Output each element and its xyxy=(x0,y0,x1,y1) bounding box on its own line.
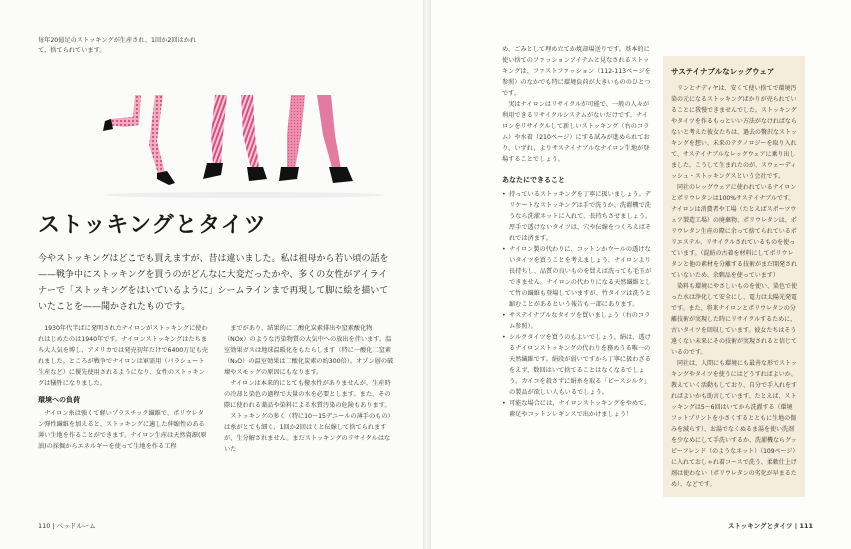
paragraph: 実はナイロンはリサイクルが可能で、一般の人々が利用できるリサイクルシステムがないだけです。ナイロンをリサイクルして新しいストッキング（右のコラム）や水着（210ページ）にする試みが進められており、いずれ、よりサステイナブルなナイロン生地が登場することでしょう。 xyxy=(502,101,650,163)
paragraph: ストッキングの多く（特に10〜15デニールの薄手のもの）は糸がとても細く、1回か2回はくと伝線して捨てられますが、生分解されません。まだストッキングのリサイクルはないた xyxy=(224,413,394,453)
list-item: • ナイロン製の代わりに、コットンかウールの透けないタイツを買うことを考えましょう。ナイロンより長持ちし、品質の良いものを買えば洗っても毛玉ができません。ナイロンの代わりになる天然繊維として竹の繊維も登場していますが、竹タイツは洗うと縮むことがあるという報告も一部にあります。 xyxy=(502,244,652,310)
stockings-photo xyxy=(95,95,395,205)
paragraph: リンとナディヤは、安くて使い捨てで環境汚染の元になるストッキングばかりが売られていることに我慢できませんでした。ストッキングやタイツを作るもっといい方法がなければならないと考えた彼女たちは、過去の贅沢なストッキングを想い、未来のテクノロジーを取り入れて、サステイナブルなレッグウェアに乗り出しました。こうして生まれたのが、スウェーディッシュ・ストッキングスという会社です。 xyxy=(671,85,797,180)
text-column-1 xyxy=(38,323,208,452)
folio-left: 110 | ベッドルーム xyxy=(38,522,96,530)
paragraph: 同社は、人間にも環境にも最善な形でストッキングやタイツを使うにはどうすればよいか、教えていく活動もしており、自分で手入れをすればよいかも助言しています。たとえば、ストッキングは5〜6回はいてから洗濯する（環境フットプリントを小さくするとともに生地の傷みを減らす）、お湯でなくぬるま湯を使い洗剤を少なめにして手洗いするか、洗濯機ならグッピーフレンド（のようなネット）（109ページ）に入れておしゃれ着コースで洗う、柔軟仕上げ剤は使わない（ポリウレタンの劣化が早まるため）、などです。 xyxy=(671,360,798,488)
paragraph: め、ごみとして埋め立てか焼却場送りです。基本的に使い捨てのファッションアイテムと見なされるストッキングは、ファストファッション（112-113ページを参照）のなかでも特に環境負荷が大きいもののひとつです。 xyxy=(502,46,651,97)
paragraph: 同社のレッグウェアに使われているナイロンとポリウレタンは100%サステイナブルです。ナイロンは消費者や工場（たとえばスポーツウェア製造工場）の廃棄物、ポリウレタンは、ポリウレタン生産の際に余って捨てられているポリエステル、リサイクルされているものを使っています。（混紡の古着を材料にしてポリウレタンと他の素材を分離する技術がまだ開発されていないため、余剰品を使っています） xyxy=(671,184,798,279)
paragraph: ナイロン糸は強くて軽いプラスチック繊維で、ポリウレタン弾性繊維を加えると、ストッキングに適した伸縮性のある薄い生地を作ることができます。ナイロン生産は天然資源(原油)の採掘からエネルギーを使って生地を作る工程 xyxy=(38,410,207,450)
paragraph: 染料も環境にやさしいものを使い、染色で使った水は浄化して安全にし、電力は太陽光発電です。また、将来ナイロンとポリウレタンの分離技術が実現した時にリサイクルするために、古いタイツを回収しています。彼女たちはそう遠くない未来にその技術が実現されると信じているのです。 xyxy=(671,283,798,356)
section-heading-what-you-can-do: あなたにできること xyxy=(502,176,565,184)
paragraph: までがあり、結果的に二酸化炭素排出や窒素酸化物（NOx）のような汚染物質の大気中への放出を伴います。温室効果ガスは地球温暖化をもたらします（特に一酸化二窒素（N₂O）の温室効果は二酸化炭素の約300倍）。オゾン層の破壊やスモッグの原因にもなります。 xyxy=(224,325,394,376)
sidebar-box xyxy=(663,56,805,497)
list-item: • 可能な場合には、ナイロンストッキングをやめて、素足やコットンレギンスで出かけましょう！ xyxy=(502,398,652,420)
left-page xyxy=(0,0,423,549)
page-title: ストッキングとタイツ xyxy=(38,213,267,238)
list-item: • 持っているストッキングを丁寧に扱いましょう。デリケートなストッキングは手で洗うか、洗濯機で洗うなら洗濯ネットに入れて、長持ちさせましょう。厚手で透けないタイツは、穴や伝線をつくろえばそれでは済ます。 xyxy=(502,189,652,244)
folio-right: ストッキングとタイツ | 111 xyxy=(727,522,813,530)
list-item: • シルクタイツを買うのもよいでしょう。絹は、透けるナイロンストッキングの代わりを務めうる唯一の天然繊維です。絹段が弱いですから丁寧に扱わざるをえず、数回はいて捨てることはなくなるでしょう。カイコを殺さずに絹糸を取る「ピースシルク」の製品が欲しい人もいるでしょう。 xyxy=(502,332,652,398)
paragraph: ナイロンは本来的にとても撥水性がありませんが、生産時の冷却と染色の過程で大量の水を必要とします。また、その際に使われる薬品や染料による水質汚染の危険もあります。 xyxy=(224,380,391,409)
paragraph: 1930年代半ばに発明されたナイロンがストッキングに使われはじめたのは1940年です。ナイロンストッキングはたちまち大人気を博し、アメリカでは発売初年だけで6400万足も売れました。ところが戦争でナイロンは軍需用（パラシュート生産など）に優先使用されるようになり、女性のストッキングは犠牲になりました。 xyxy=(38,325,208,387)
list-item: • サステイナブルなタイツを買いましょう（右のコラム参照）。 xyxy=(502,310,652,332)
lead-paragraph: 今やストッキングはどこでも買えますが、昔は違いました。私は祖母から若い頃の話を——戦争中にストッキングを買うのがどんなに大変だったかや、多くの女性がアイライナーで「ストッキングをはいているように」シームラインまで再現して脚に絵を描いていたことを——聞かされたものです。 xyxy=(38,254,389,312)
sidebar-heading: サステイナブルなレッグウェア xyxy=(671,67,775,76)
photo-caption: 毎年20億足のストッキングが生産され、1回か2回はかれて、捨てられています。 xyxy=(38,37,197,54)
section-heading-impact: 環境への負荷 xyxy=(38,396,80,404)
sidebar-body xyxy=(671,83,797,490)
tips-list xyxy=(502,189,652,420)
text-column-2 xyxy=(224,323,394,455)
book-gutter xyxy=(423,0,431,549)
text-column-3 xyxy=(502,44,652,420)
